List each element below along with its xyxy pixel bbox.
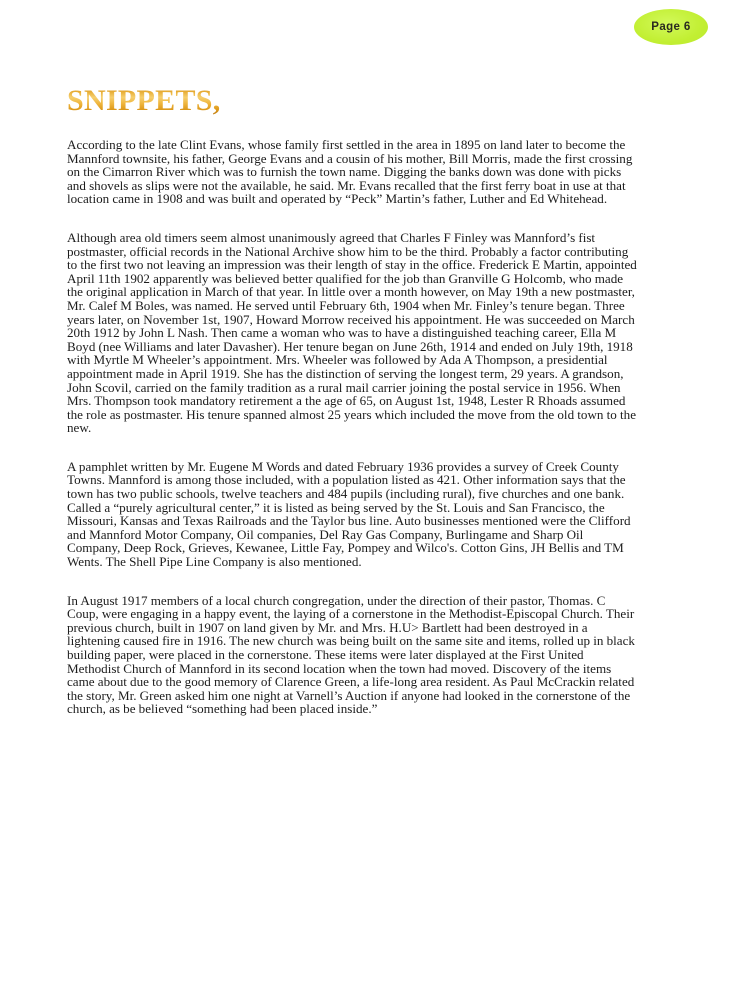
article-paragraph-2: Although area old timers seem almost unanimously agreed that Charles F Finley was Mannford’s fist postmaster, official records in the National Archive show him to be the third. Probably a factor contributing to the first two not leaving an impression was their length of stay in the office. Frederick E Martin, appointed April 11th 1902 apparently was believed better qualified for the job than Granville G Holcomb, who made the original application in March of that year. In little over a month however, on May 19th a new postmaster, Mr. Calef M Boles, was named. He served until February 6th, 1904 when Mr. Finley’s tenure began. Three years later, on November 1st, 1907, Howard Morrow received his appointment. He was succeeded on March 20th 1912 by John L Nash. Then came a woman who was to have a distinguished teaching career, Ella M Boyd (nee Williams and later Davasher). Her tenure began on June 26th, 1914 and ended on July 19th, 1918 with Myrtle M Wheeler’s appointment. Mrs. Wheeler was followed by Ada A Thompson, a presidential appointment made in April 1919. She has the distinction of serving the longest term, 29 years. A grandson, John Scovil, carried on the family tradition as a rural mail carrier joining the postal service in 1956. When Mrs. Thompson took mandatory retirement a the age of 65, on August 1st, 1948, Lester R Rhoads assumed the role as postmaster. His tenure spanned almost 25 years which included the move from the old town to the new. <box>67 229 637 436</box>
page-title: SNIPPETS, <box>67 84 221 117</box>
article-content <box>67 86 639 716</box>
article-paragraph-1: According to the late Clint Evans, whose family first settled in the area in 1895 on land later to become the Mannford townsite, his father, George Evans and a cousin of his mother, Bill Morris, made the first crossing on the Cimarron River which was to furnish the town name. Digging the banks down was done with picks and shovels as slips were not the available, he said. Mr. Evans recalled that the first ferry boat in use at that location came in 1908 and was built and operated by “Peck” Martin’s father, Luther and Ed Whitehead. <box>67 137 633 207</box>
article-paragraph-3: A pamphlet written by Mr. Eugene M Words and dated February 1936 provides a survey of Creek County Towns. Mannford is among those included, with a population listed as 421. Other information says that the town has two public schools, twelve teachers and 484 pupils (including rural), five churches and one bank. Called a “purely agricultural center,” it is listed as being served by the St. Louis and San Francisco, the Missouri, Kansas and Texas Railroads and the Taylor bus line. Auto businesses mentioned were the Clifford and Mannford Motor Company, Oil companies, Del Ray Gas Company, Burlingame and Sharp Oil Company, Deep Rock, Grieves, Kewanee, Little Fay, Pompey and Wilco's. Cotton Gins, JH Bellis and TM Wents. The Shell Pipe Line Company is also mentioned. <box>67 458 631 570</box>
page-number-badge <box>634 9 708 45</box>
page-number-label: Page 6 <box>651 21 691 33</box>
article-paragraph-4: In August 1917 members of a local church congregation, under the direction of their pastor, Thomas. C Coup, were engaging in a happy event, the laying of a cornerstone in the Methodist-Episcopal Church. Their previous church, built in 1907 on land given by Mr. and Mrs. H.U> Bartlett had been destroyed in a lightening caused fire in 1916. The new church was being built on the same site and items, rolled up in black building paper, were placed in the cornerstone. These items were later displayed at the First United Methodist Church of Mannford in its second location when the town had moved. Discovery of the items came about due to the good memory of Clarence Green, a life-long area resident. As Paul McCrackin related the story, Mr. Green asked him one night at Varnell’s Auction if anyone had looked in the cornerstone of the church, as be believed “something had been placed inside.” <box>67 592 635 717</box>
